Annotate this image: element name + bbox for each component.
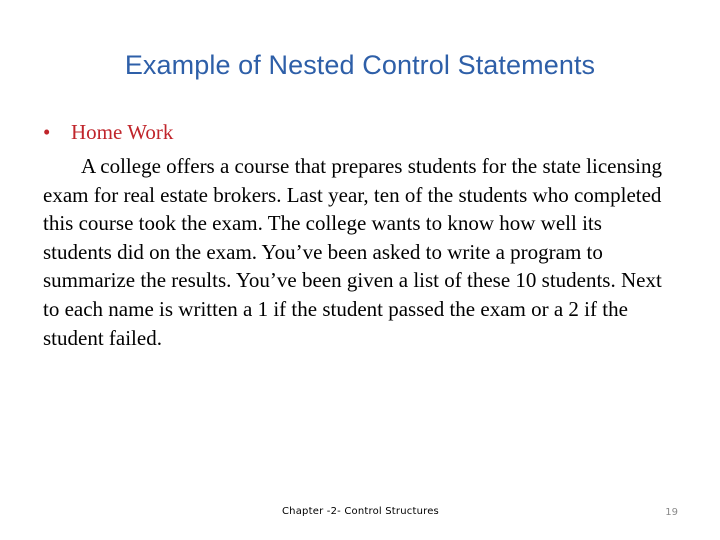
body-paragraph: A college offers a course that prepares students for the state licensing exam for real estate brokers. Last year, ten of the students who completed this course took the exam. The college wants to know how well its students did on the exam. You’ve been asked to write a program to summarize the results. You’ve been given a list of these 10 students. Next to each name is written a 1 if the student passed the exam or a 2 if the student failed. <box>43 154 662 350</box>
footer-chapter: Chapter -2- Control Structures <box>282 506 439 517</box>
bullet-heading-text: Home Work <box>71 120 174 144</box>
bullet-heading <box>43 120 173 145</box>
page-number: 19 <box>665 507 678 518</box>
bullet-icon: • <box>43 120 51 144</box>
slide-title: Example of Nested Control Statements <box>124 50 596 80</box>
